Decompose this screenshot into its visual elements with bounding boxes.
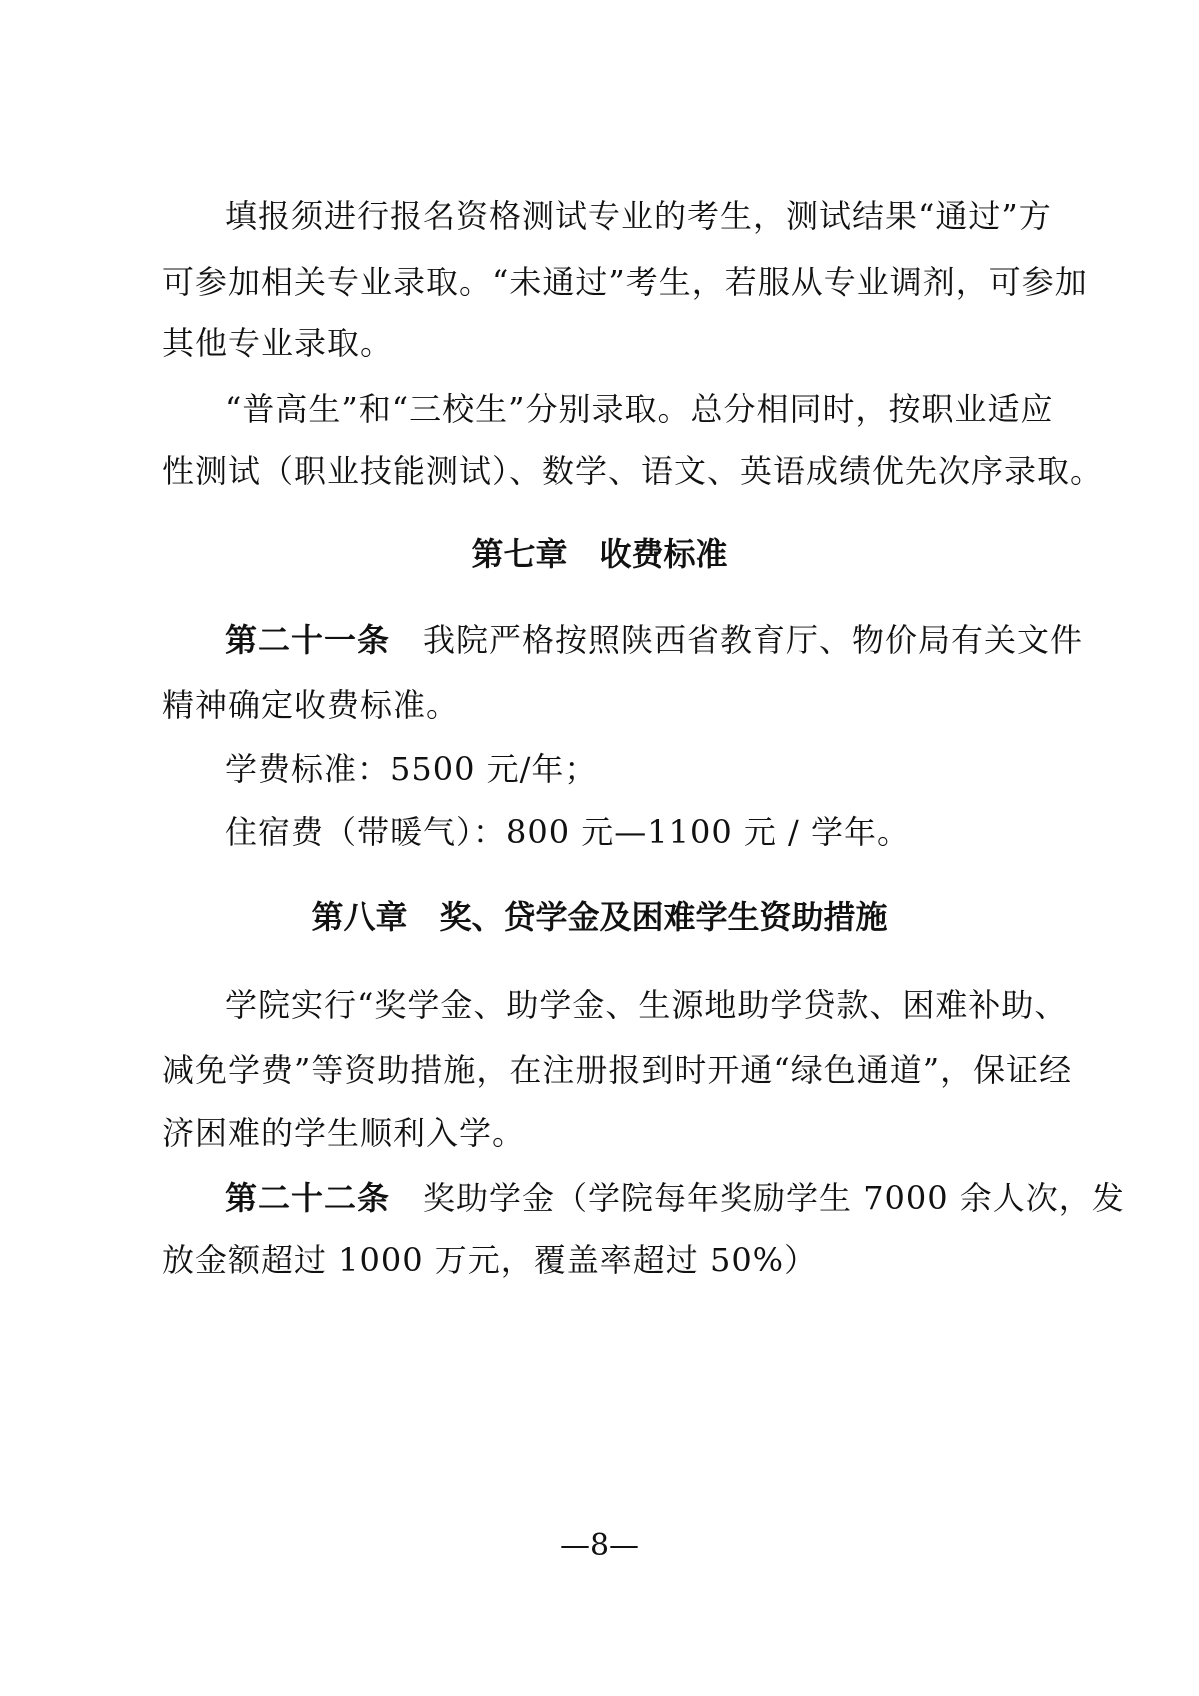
paragraph-1-line-2: 可参加相关专业录取。“未通过”考生，若服从专业调剂，可参加 xyxy=(162,263,1088,301)
dormitory-fee: 住宿费（带暖气）：800 元—1100 元 / 学年。 xyxy=(225,813,910,851)
paragraph-3-line-3: 济困难的学生顺利入学。 xyxy=(162,1114,526,1152)
paragraph-2-line-2: 性测试（职业技能测试）、数学、语文、英语成绩优先次序录取。 xyxy=(162,452,1104,490)
article-21-text: 我院严格按照陕西省教育厅、物价局有关文件 xyxy=(390,621,1084,659)
article-22-line-1 xyxy=(225,1178,1125,1218)
chapter-8-heading: 第八章 奖、贷学金及困难学生资助措施 xyxy=(311,898,888,936)
article-21-line-1 xyxy=(225,620,1083,660)
tuition-standard: 学费标准：5500 元/年； xyxy=(225,750,598,788)
paragraph-1-line-1: 填报须进行报名资格测试专业的考生，测试结果“通过”方 xyxy=(225,197,1052,235)
paragraph-1-line-3: 其他专业录取。 xyxy=(162,324,394,362)
page-number: —8— xyxy=(559,1528,640,1563)
article-22-text: 奖助学金（学院每年奖励学生 7000 余人次，发 xyxy=(390,1179,1125,1217)
article-22-line-2: 放金额超过 1000 万元，覆盖率超过 50%） xyxy=(162,1241,818,1279)
paragraph-3-line-2: 减免学费”等资助措施，在注册报到时开通“绿色通道”，保证经 xyxy=(162,1051,1073,1089)
article-21-label: 第二十一条 xyxy=(225,621,391,659)
article-22-label: 第二十二条 xyxy=(225,1179,391,1217)
article-21-line-2: 精神确定收费标准。 xyxy=(162,686,460,724)
paragraph-3-line-1: 学院实行“奖学金、助学金、生源地助学贷款、困难补助、 xyxy=(225,986,1068,1024)
paragraph-2-line-1: “普高生”和“三校生”分别录取。总分相同时，按职业适应 xyxy=(225,390,1054,428)
chapter-7-heading: 第七章 收费标准 xyxy=(471,535,728,573)
